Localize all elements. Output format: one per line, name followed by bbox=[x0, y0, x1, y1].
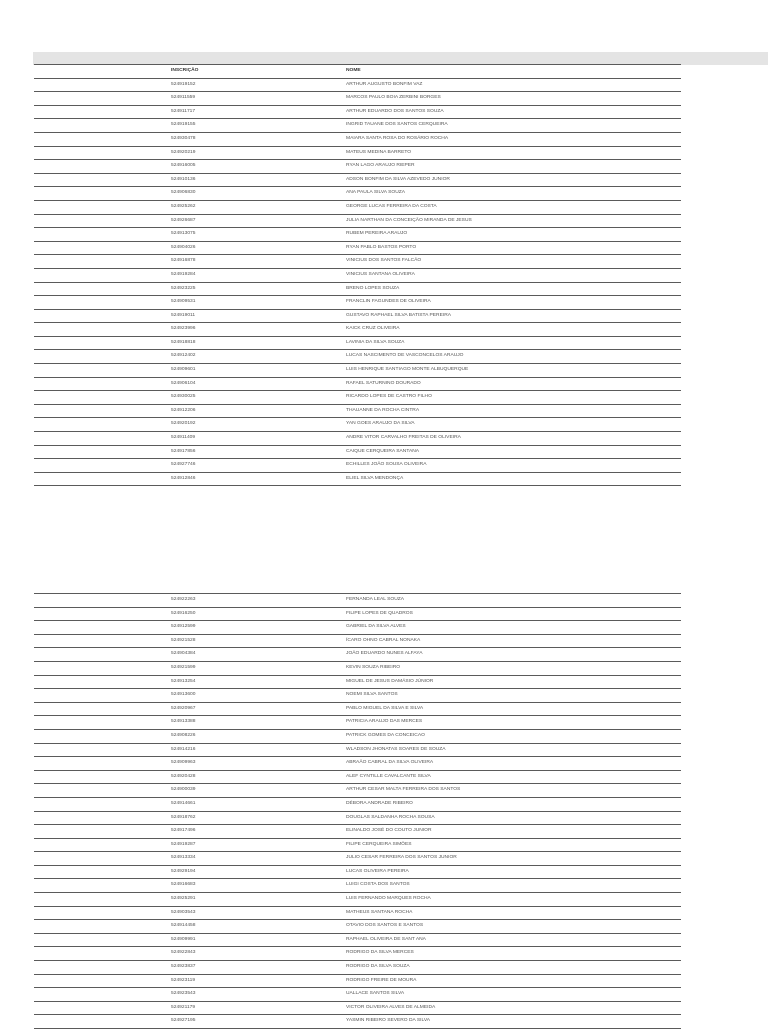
nome-cell: PATRICK GOMES DA CONCEICAO bbox=[346, 732, 425, 738]
table-row bbox=[34, 242, 681, 256]
table-row bbox=[34, 133, 681, 147]
inscricao-cell: 524911559 bbox=[171, 95, 196, 101]
inscricao-cell: 524920192 bbox=[171, 421, 196, 427]
inscricao-cell: 524916683 bbox=[171, 882, 196, 888]
nome-cell: RUBEM PEREIRA ARAUJO bbox=[346, 231, 408, 237]
inscricao-cell: 524920219 bbox=[171, 149, 196, 155]
nome-cell: DOUGLAS SALDANHA ROCHA SOUSA bbox=[346, 814, 435, 820]
nome-cell: ANA PAULA SILVA SOUZA bbox=[346, 190, 405, 196]
header-nome: NOME bbox=[346, 68, 361, 73]
nome-cell: VINICIUS DOS SANTOS FALCÃO bbox=[346, 258, 422, 264]
nome-cell: LUCAS NASCIMENTO DE VASCONCELOS ARAUJO bbox=[346, 353, 464, 359]
results-table-2 bbox=[34, 593, 681, 1029]
table-1-body bbox=[34, 79, 681, 487]
inscricao-cell: 524913388 bbox=[171, 719, 196, 725]
table-row bbox=[34, 405, 681, 419]
table-2-body bbox=[34, 593, 681, 1029]
nome-cell: FILIPE CERQUEIRA SIMÕES bbox=[346, 841, 412, 847]
table-row bbox=[34, 730, 681, 744]
inscricao-cell: 524913075 bbox=[171, 231, 196, 237]
table-row bbox=[34, 228, 681, 242]
inscricao-cell: 524904026 bbox=[171, 244, 196, 250]
table-row bbox=[34, 473, 681, 487]
inscricao-cell: 524925262 bbox=[171, 203, 196, 209]
nome-cell: THAUANNE DA ROCHA CINTRA bbox=[346, 407, 420, 413]
inscricao-cell: 524919152 bbox=[171, 81, 196, 87]
inscricao-cell: 524921528 bbox=[171, 637, 196, 643]
table-row bbox=[34, 716, 681, 730]
nome-cell: GEORGE LUCAS FERREIRA DA COSTA bbox=[346, 203, 437, 209]
table-row bbox=[34, 662, 681, 676]
inscricao-cell: 524917856 bbox=[171, 448, 196, 454]
nome-cell: KAICK CRUZ OLIVEIRA bbox=[346, 326, 400, 332]
table-row bbox=[34, 119, 681, 133]
table-row bbox=[34, 418, 681, 432]
nome-cell: FILIPE LOPES DE QUADROS bbox=[346, 610, 413, 616]
table-row bbox=[34, 310, 681, 324]
table-row bbox=[34, 961, 681, 975]
nome-cell: MARCOS PAULO BOIA ZERBINI BORGES bbox=[346, 95, 441, 101]
table-row bbox=[34, 934, 681, 948]
table-row bbox=[34, 255, 681, 269]
table-row bbox=[34, 920, 681, 934]
inscricao-cell: 524926687 bbox=[171, 217, 196, 223]
inscricao-cell: 524916878 bbox=[171, 258, 196, 264]
inscricao-cell: 524912402 bbox=[171, 353, 196, 359]
table-row bbox=[34, 106, 681, 120]
inscricao-cell: 524909991 bbox=[171, 936, 196, 942]
nome-cell: ECHILLES JOÃO SOUSA OLIVEIRA bbox=[346, 462, 427, 468]
header-inscricao: INSCRIÇÃO bbox=[171, 68, 199, 73]
nome-cell: PATRICIA ARAUJO DAS MERCES bbox=[346, 719, 423, 725]
nome-cell: RYAN LAGO ARAUJO RIEPER bbox=[346, 163, 415, 169]
inscricao-cell: 524913600 bbox=[171, 692, 196, 698]
nome-cell: LAVINIA DA SILVA SOUZA bbox=[346, 339, 405, 345]
table-row bbox=[34, 459, 681, 473]
nome-cell: DÉBORA ANDRADE RIBEIRO bbox=[346, 800, 413, 806]
nome-cell: RYAN PABLO BASTOS PORTO bbox=[346, 244, 417, 250]
table-row bbox=[34, 160, 681, 174]
table-row bbox=[34, 391, 681, 405]
inscricao-cell: 524909963 bbox=[171, 760, 196, 766]
inscricao-cell: 524923119 bbox=[171, 977, 196, 983]
inscricao-cell: 524903543 bbox=[171, 909, 196, 915]
inscricao-cell: 524913334 bbox=[171, 855, 196, 861]
table-row bbox=[34, 269, 681, 283]
table-row bbox=[34, 296, 681, 310]
table-row bbox=[34, 988, 681, 1002]
inscricao-cell: 524927195 bbox=[171, 1018, 196, 1024]
inscricao-cell: 524909601 bbox=[171, 367, 196, 373]
inscricao-cell: 524912846 bbox=[171, 475, 196, 481]
inscricao-cell: 524927746 bbox=[171, 462, 196, 468]
table-row bbox=[34, 839, 681, 853]
nome-cell: PABLO MIGUEL DA SILVA E SILVA bbox=[346, 705, 424, 711]
inscricao-cell: 524920428 bbox=[171, 773, 196, 779]
nome-cell: RODRIGO DA SILVA SOUZA bbox=[346, 964, 410, 970]
inscricao-cell: 524919284 bbox=[171, 271, 196, 277]
nome-cell: RODRIGO DA SILVA MERCES bbox=[346, 950, 414, 956]
inscricao-cell: 524922263 bbox=[171, 597, 196, 602]
nome-cell: MATEUS MEDINA BARRETO bbox=[346, 149, 412, 155]
table-row bbox=[34, 92, 681, 106]
table-row bbox=[34, 676, 681, 690]
inscricao-cell: 524923225 bbox=[171, 285, 196, 291]
nome-cell: VINICIUS SANTANA OLIVEIRA bbox=[346, 271, 415, 277]
inscricao-cell: 524923543 bbox=[171, 991, 196, 997]
table-row bbox=[34, 323, 681, 337]
nome-cell: ÍCARO OHNO CABRAL NONAKA bbox=[346, 637, 421, 643]
table-row bbox=[34, 635, 681, 649]
inscricao-cell: 524923837 bbox=[171, 964, 196, 970]
nome-cell: RAFAEL SATURNINO DOURADO bbox=[346, 380, 421, 386]
table-row bbox=[34, 825, 681, 839]
nome-cell: KEVIN SOUZA RIBEIRO bbox=[346, 664, 401, 670]
table-row bbox=[34, 201, 681, 215]
nome-cell: OTAVIO DOS SANTOS E SANTOS bbox=[346, 923, 424, 929]
inscricao-cell: 524908226 bbox=[171, 732, 196, 738]
table-row bbox=[34, 432, 681, 446]
nome-cell: FERNANDA LEAL SOUZA bbox=[346, 597, 404, 602]
nome-cell: ANDRE VITOR CARVALHO FREITAS DE OLIVEIRA bbox=[346, 435, 461, 441]
nome-cell: LUIS FERNANDO MARQUES ROCHA bbox=[346, 896, 431, 902]
inscricao-cell: 524912599 bbox=[171, 624, 196, 630]
table-row bbox=[34, 215, 681, 229]
table-row bbox=[34, 866, 681, 880]
inscricao-cell: 524918762 bbox=[171, 814, 196, 820]
results-table-1 bbox=[34, 64, 681, 486]
table-row bbox=[34, 364, 681, 378]
inscricao-cell: 524906830 bbox=[171, 190, 196, 196]
table-row bbox=[34, 648, 681, 662]
inscricao-cell: 524921599 bbox=[171, 664, 196, 670]
nome-cell: RICARDO LOPES DE CASTRO FILHO bbox=[346, 394, 432, 400]
table-row bbox=[34, 446, 681, 460]
table-row bbox=[34, 1002, 681, 1016]
table-row bbox=[34, 798, 681, 812]
inscricao-cell: 524906104 bbox=[171, 380, 196, 386]
table-row bbox=[34, 79, 681, 93]
nome-cell: WLADSON JHONATAS SOARES DE SOUZA bbox=[346, 746, 446, 752]
nome-cell: ABRAÃO CABRAL DA SILVA OLIVEIRA bbox=[346, 760, 434, 766]
table-row bbox=[34, 608, 681, 622]
table-row bbox=[34, 852, 681, 866]
inscricao-cell: 524914458 bbox=[171, 923, 196, 929]
nome-cell: CAIQUE CERQUEIRA SANTANA bbox=[346, 448, 420, 454]
inscricao-cell: 524911717 bbox=[171, 108, 196, 114]
table-row bbox=[34, 378, 681, 392]
inscricao-cell: 524919155 bbox=[171, 122, 196, 128]
nome-cell: ARTHUR CESAR MALTA FERREIRA DOS SANTOS bbox=[346, 787, 461, 793]
inscricao-cell: 524930025 bbox=[171, 394, 196, 400]
nome-cell: ADSON BONFIM DA SILVA AZEVEDO JUNIOR bbox=[346, 176, 450, 182]
inscricao-cell: 524914661 bbox=[171, 800, 196, 806]
nome-cell: LUIGI COSTA DOS SANTOS bbox=[346, 882, 410, 888]
table-header-row bbox=[34, 64, 681, 79]
table-row bbox=[34, 947, 681, 961]
table-row bbox=[34, 757, 681, 771]
inscricao-cell: 524919011 bbox=[171, 312, 196, 318]
inscricao-cell: 524921179 bbox=[171, 1004, 196, 1010]
nome-cell: UALLACE SANTOS SILVA bbox=[346, 991, 405, 997]
inscricao-cell: 524919287 bbox=[171, 841, 196, 847]
nome-cell: LUCAS OLIVEIRA PEREIRA bbox=[346, 868, 409, 874]
table-row bbox=[34, 784, 681, 798]
nome-cell: JULIA NARTHAN DA CONCEIÇÃO MIRANDA DE JESUS bbox=[346, 217, 472, 223]
inscricao-cell: 524904384 bbox=[171, 651, 196, 657]
inscricao-cell: 524920967 bbox=[171, 705, 196, 711]
inscricao-cell: 524923996 bbox=[171, 326, 196, 332]
table-row bbox=[34, 147, 681, 161]
nome-cell: ARTHUR AUGUSTO BONFIM VAZ bbox=[346, 81, 423, 87]
nome-cell: MAIARA SANTA ROSA DO ROSÁRIO ROCHA bbox=[346, 135, 449, 141]
nome-cell: MIGUEL DE JESUS DAMÁSIO JÚNIOR bbox=[346, 678, 434, 684]
inscricao-cell: 524916005 bbox=[171, 163, 196, 169]
table-row bbox=[34, 771, 681, 785]
table-row bbox=[34, 187, 681, 201]
inscricao-cell: 524913254 bbox=[171, 678, 196, 684]
inscricao-cell: 524909531 bbox=[171, 299, 196, 305]
inscricao-cell: 524910136 bbox=[171, 176, 196, 182]
nome-cell: VICTOR OLIVEIRA ALVES DE ALMEIDA bbox=[346, 1004, 436, 1010]
inscricao-cell: 524922843 bbox=[171, 950, 196, 956]
inscricao-cell: 524918818 bbox=[171, 339, 196, 345]
nome-cell: RAPHAEL OLIVEIRA DE SANT ANA bbox=[346, 936, 426, 942]
inscricao-cell: 524914216 bbox=[171, 746, 196, 752]
nome-cell: LUIS HENRIQUE SANTIAGO MONTE ALBUQUERQUE bbox=[346, 367, 469, 373]
nome-cell: INGRID TAUANE DOS SANTOS CERQUEIRA bbox=[346, 122, 448, 128]
table-row bbox=[34, 1015, 681, 1029]
inscricao-cell: 524916250 bbox=[171, 610, 196, 616]
table-row bbox=[34, 621, 681, 635]
nome-cell: MATHEUS SANTANA ROCHA bbox=[346, 909, 413, 915]
nome-cell: YASMIN RIBEIRO SEVERO DA SILVA bbox=[346, 1018, 430, 1024]
table-row bbox=[34, 689, 681, 703]
nome-cell: ARTHUR EDUARDO DOS SANTOS SOUZA bbox=[346, 108, 444, 114]
table-row bbox=[34, 744, 681, 758]
table-row bbox=[34, 975, 681, 989]
inscricao-cell: 524930478 bbox=[171, 135, 196, 141]
inscricao-cell: 524917496 bbox=[171, 828, 196, 834]
nome-cell: ELINALDO JOSÉ DO COUTO JUNIOR bbox=[346, 828, 432, 834]
table-row bbox=[34, 879, 681, 893]
nome-cell: JOÃO EDUARDO NUNES ALFAYA bbox=[346, 651, 423, 657]
nome-cell: ELIEL SILVA MENDONÇA bbox=[346, 475, 404, 481]
inscricao-cell: 524929194 bbox=[171, 868, 196, 874]
nome-cell: BRENO LOPES SOUZA bbox=[346, 285, 400, 291]
nome-cell: YAN GOES ARAUJO DA SILVA bbox=[346, 421, 415, 427]
table-row bbox=[34, 812, 681, 826]
nome-cell: GUSTAVO RAPHAEL SILVA BATISTA PEREIRA bbox=[346, 312, 451, 318]
inscricao-cell: 524925291 bbox=[171, 896, 196, 902]
nome-cell: RODRIGO FREIRE DE MOURA bbox=[346, 977, 417, 983]
nome-cell: JULIO CESAR FERREIRA DOS SANTOS JUNIOR bbox=[346, 855, 457, 861]
table-row bbox=[34, 283, 681, 297]
table-row bbox=[34, 593, 681, 608]
inscricao-cell: 524900039 bbox=[171, 787, 196, 793]
inscricao-cell: 524912206 bbox=[171, 407, 196, 413]
nome-cell: FRANCLIN FAGUNDES DE OLIVEIRA bbox=[346, 299, 431, 305]
nome-cell: GABRIEL DA SILVA ALVES bbox=[346, 624, 406, 630]
table-row bbox=[34, 907, 681, 921]
inscricao-cell: 524911409 bbox=[171, 435, 196, 441]
nome-cell: NOEMI SILVA SANTOS bbox=[346, 692, 398, 698]
nome-cell: ALEF CYNTILLE CAVALCANTE SILVA bbox=[346, 773, 431, 779]
table-row bbox=[34, 337, 681, 351]
table-row bbox=[34, 703, 681, 717]
table-row bbox=[34, 893, 681, 907]
table-row bbox=[34, 350, 681, 364]
table-row bbox=[34, 174, 681, 188]
